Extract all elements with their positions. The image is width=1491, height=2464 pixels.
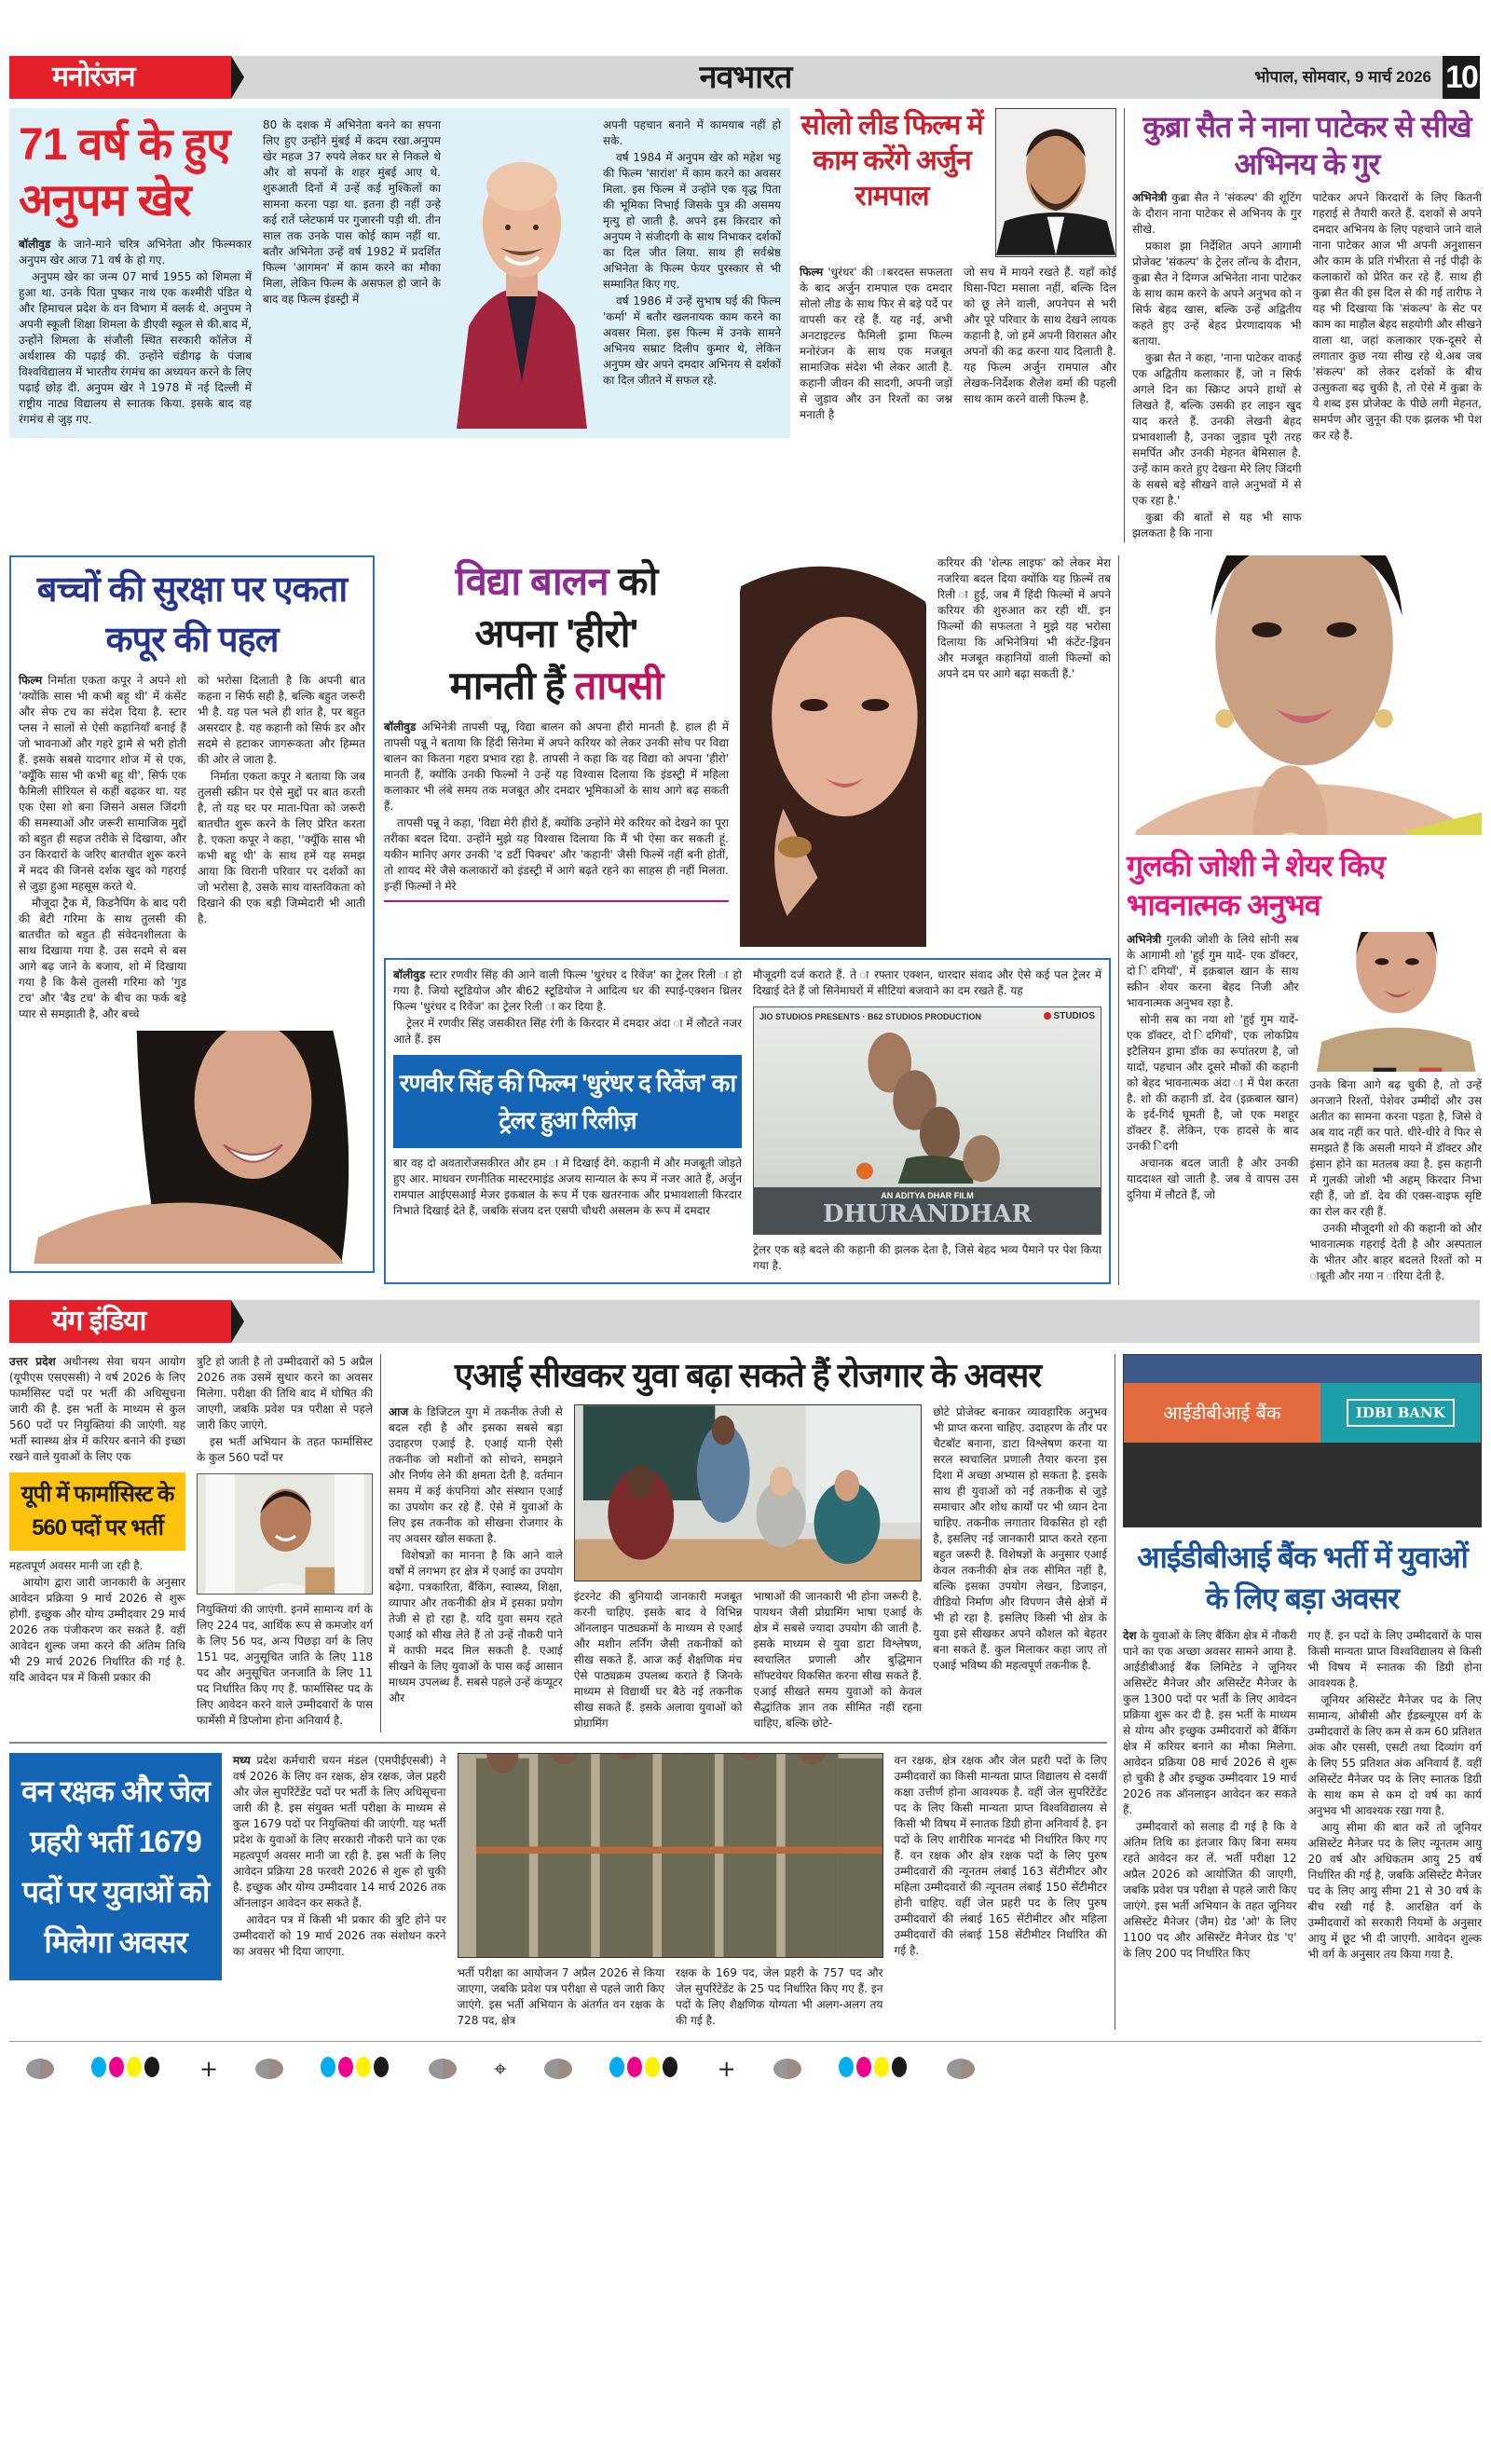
arjun-col1: फिल्म 'धुरंधर' की ाबरदस्त सफलता के बाद अर्जुन रामपाल एक दमदार सोलो लीड के साथ फिर से बड़े पर्दे पर वापसी कर रहे हैं. यह नई, अभी अनटाइटल्ड फैमिली ड्रामा फिल्म मनोरंजन के साथ एक मजबूत सामाजिक संदेश भी लेकर आती है. कहानी जीवन की सादगी, अपनी जड़ों से जुड़ाव और उन रिश्तों का जश्न मनाती है [800, 266, 952, 421]
vanrakshak-headline: वन रक्षक और जेल प्रहरी भर्ती 1679 पदों पर युवाओं को मिलेगा अवसर [9, 1753, 222, 1980]
crosshair-icon: + [199, 2056, 219, 2082]
row-3 [9, 1354, 1482, 2030]
row-1 [9, 108, 1482, 542]
gulki-story [1127, 846, 1482, 1285]
idbi-building-top [1124, 1355, 1481, 1383]
poster-title-strip [754, 1187, 1101, 1234]
dhurandhar-col1b: बार वह दो अवतारोंजसकीरत और हम ा में दिखाई देंगे. कहानी में और मजबूती जोड़ते हुए आर. माधवन रणनीतिक मास्टरमाइंड अजय सान्याल के रूप में नजर आते हैं, अर्जुन रामपाल आईएसआई मेजर इकबाल के रूप में एक खतरनाक और प्रभावशाली किरदार निभाते दिखाई देते हैं, जबकि संजय दत्त एसपी चौधरी असलम के रूप में दमदार [393, 1157, 742, 1217]
column-divider [1124, 108, 1125, 542]
cmyk-dots [91, 2057, 162, 2081]
masthead: नवभारत [699, 60, 792, 95]
page-bottom-rule [9, 2041, 1482, 2042]
kubbra-story [1132, 108, 1482, 542]
dateline: भोपाल, सोमवार, 9 मार्च 2026 [1254, 68, 1431, 86]
anupam-left [19, 117, 252, 429]
young-india-header [9, 1300, 1480, 1343]
crosshair-icon: + [717, 2056, 736, 2082]
dhurandhar-col2a: मौजूदगी दर्ज कराते हैं. ते ा रफ्तार एक्शन, धारदार संवाद और ऐसे कई पल ट्रेलर में दिखाई देते हैं जो सिनेमाघरों में सीटियां बजवाने का दम रखते हैं. यह [753, 968, 1101, 997]
gulki-joshi-photo [1310, 932, 1483, 1072]
ai-col4: छोटे प्रोजेक्ट बनाकर व्यावहारिक अनुभव भी प्राप्त करना चाहिए. उदाहरण के तौर पर चैटबॉट बनाना, डाटा विश्लेषण करना या सरल स्वचालित प्रणाली तैयार करना इस दिशा में अच्छा अभ्यास हो सकता है. इसके साथ ही युवाओं को नई तकनीक से जुड़े समाचार और शोध कार्यों पर भी ध्यान देना चाहिए. तकनीक लगातार विकसित हो रही है, इसलिए नई जानकारी प्राप्त करते रहना बहुत जरूरी है. विशेषज्ञों के अनुसार एआई केवल तकनीकी क्षेत्र तक सीमित नहीं है, बल्कि इसका उपयोग लेखन, डिजाइन, वीडियो निर्माण और विपणन जैसे क्षेत्रों में भी हो रहा है. इसलिए किसी भी क्षेत्र के युवा इसे सीखकर अपने कौशल को बेहतर बना सकते हैं. कुल मिलाकर कहा जाए तो एआई भविष्य की महत्वपूर्ण तकनीक है. [933, 1405, 1107, 1672]
dhurandhar-headline: रणवीर सिंह की फिल्म 'धुरंधर द रिवेंज' का ट्रेलर हुआ रिलीज़ [393, 1055, 742, 1148]
middle-stack [384, 555, 1111, 1284]
vanrakshak-story [9, 1753, 1107, 2030]
dhurandhar-story [384, 958, 1111, 1284]
poster-title: DHURANDHAR [822, 1200, 1033, 1228]
ai-col1: आज के डिजिटल युग में तकनीक तेजी से बदल रही है और इसका सबसे बड़ा उदाहरण एआई है. एआई यानी ऐसी तकनीक जो मशीनों को सोचने, समझने और निर्णय लेने की क्षमता देती है. वर्तमान समय में कई कंपनियां और संस्थान एआई का उपयोग कर रहे हैं. ऐसे में युवाओं के लिए इस तकनीक को सीखना रोजगार के नए अवसर खोल सकता है. विशेषज्ञों का मानना है कि आने वाले वर्षों में लगभग हर क्षेत्र में एआई का उपयोग बढ़ेगा. पत्रकारिता, बैंकिंग, स्वास्थ्य, शिक्षा, व्यापार और तकनीकी क्षेत्र में इसका प्रयोग तेजी से हो रहा है. यदि युवा समय रहते एआई को सीख लेते हैं तो उन्हें नौकरी पाने में काफी मदद मिल सकती है. एआई सीखने के लिए युवाओं के पास कई आसान माध्यम उपलब्ध हैं. सबसे पहले उन्हें कंप्यूटर और [389, 1405, 563, 1704]
idbi-sign-english: IDBI BANK [1347, 1399, 1455, 1427]
pharmacist-headline: यूपी में फार्मासिस्ट के 560 पदों पर भर्ती [9, 1472, 185, 1551]
anupam-headline-line2: अनुपम खेर [19, 176, 191, 226]
anupam-headline [19, 117, 252, 229]
section-tag-young-india: यंग इंडिया [9, 1300, 231, 1343]
dhurandhar-right [753, 967, 1101, 1275]
idbi-bank-photo [1123, 1354, 1482, 1527]
arjun-story [800, 108, 1116, 424]
registration-oval [26, 2059, 54, 2079]
ai-col2: इंटरनेट की बुनियादी जानकारी मजबूत करनी चाहिए. इसके बाद वे विभिन्न ऑनलाइन पाठ्यक्रमों के माध्यम से एआई और मशीन लर्निंग जैसी तकनीकों को सीख सकते हैं. आज कई शैक्षणिक मंच ऐसे पाठ्यक्रम उपलब्ध कराते हैं जिनके माध्यम से विद्यार्थी घर बैठे नई तकनीक सीख सकते हैं. इसके अलावा युवाओं को प्रोग्रामिंग [573, 1590, 743, 1730]
page-number: 10 [1443, 56, 1480, 99]
idbi-signboard [1124, 1383, 1481, 1443]
section-tag-manoranjan: मनोरंजन [9, 56, 231, 99]
gulki-right [1310, 932, 1483, 1285]
anupam-story [9, 108, 790, 438]
column-divider [1118, 555, 1119, 1285]
tapsee-col1: बॉलीवुड अभिनेत्री तापसी पन्नू, विद्या बालन को अपना हीरो मानती है. हाल ही में तापसी पन्नू ने बताया कि हिंदी सिनेमा में अपने करियर को लेकर उनकी सोच पर विद्या बालन का कितना गहरा प्रभाव रहा है. तापसी ने कहा कि वह विद्या को अपना 'हीरो' मानती हैं, क्योंकि उनकी फिल्मों ने उन्हें यह विश्वास दिलाया कि इंडस्ट्री में महिला कलाकार भी लंबे समय तक मजबूत और दमदार भूमिकाओं के साथ आगे बढ़ सकती हैं. तापसी पन्नू ने कहा, 'विद्या मेरी हीरो हैं, क्योंकि उन्होंने मेरे करियर को देखने का पूरा तरीका बदल दिया. उन्होंने मुझे यह विश्वास दिलाया कि मैं भी ऐसा कर सकती हूं. यकीन मानिए अगर उनकी 'द डर्टी पिक्चर' और 'कहानी' जैसी फिल्में नहीं बनी होतीं, तो शायद मेरे जैसे कलाकारों को इंडस्ट्री में आगे बढ़ते रहने का साहस ही नहीं मिलता. इन्हीं फिल्मों ने मेरे [384, 720, 729, 893]
tapsee-headline: विद्या बालन को अपना 'हीरो' मानती हैं तापसी [449, 559, 663, 707]
right-stack [1127, 555, 1482, 1285]
dhurandhar-left [393, 967, 742, 1220]
arjun-col2: जो सच में मायने रखते हैं. यहाँ कोई घिसा-पिटा मसाला नहीं, बल्कि दिल को छू लेने वाली, अपनेपन से भरी और पूरे परिवार के साथ देखने लायक कहानी है, जो हमें अपनी विरासत और अपनों की कद्र करना याद दिलाती है. यह फिल्म अर्जुन रामपाल और लेखक-निर्देशक शैलेश वर्मा की पहली साथ काम करने वाली फिल्म है. [964, 266, 1116, 405]
arjun-headline: सोलो लीड फिल्म में काम करेंगे अर्जुन रामपाल [800, 110, 983, 212]
anupam-col3: अपनी पहचान बनाने में कामयाब नहीं हो सके. वर्ष 1984 में अनुपम खेर को महेश भट्ट की फिल्म 'सारांश' में काम करने का अवसर मिला. इस फिल्म में उन्होंने एक वृद्ध पिता की भूमिका निभाई जिसके पुत्र की असमय मृत्यु हो जाती है. अपने इस किरदार को अनुपम ने संजीदगी के साथ निभाकर दर्शकों का दिल जीत लिया. साथ ही सर्वश्रेष्ठ अभिनेता के फिल्म फेयर पुरस्कार से भी सम्मानित किए गए. वर्ष 1986 में उन्हें सुभाष घई की फिल्म 'कर्मा' में बतौर खलनायक काम करने का अवसर मिला. इस फिल्म में उनके सामने अभिनय सम्राट दिलीप कुमार थे, लेकिन अनुपम खेर अपने दमदार अभिनय से दर्शकों का दिल जीतने में सफल रहे. [603, 118, 781, 387]
pharmacist-col2b: नियुक्तियां की जाएंगी. इनमें सामान्य वर्ग के लिए 224 पद, आर्थिक रूप से कमजोर वर्ग के लिए 56 पद, अन्य पिछड़ा वर्ग के लिए 151 पद, अनुसूचित जाति के लिए 118 पद और अनुसूचित जनजाति के लिए 11 पद निर्धारित किए गए हैं. फार्मासिस्ट पद के लिए आवेदन करने वाले उम्मीदवारों के पास फार्मेसी में डिप्लोमा होना अनिवार्य है. [197, 1603, 373, 1727]
vanrakshak-col3: रक्षक के 169 पद, जेल प्रहरी के 757 पद और जेल सुपरिंटेंडेंट के 25 पद निर्धारित किए गए हैं. इन पदों के लिए शैक्षणिक योग्यता भी अलग-अलग तय की गई है. [676, 1966, 883, 2027]
tapsee-story [384, 555, 1111, 947]
cmyk-dots [609, 2057, 680, 2081]
poster-top-strip [754, 1007, 1101, 1025]
vanrakshak-col2: भर्ती परीक्षा का आयोजन 7 अप्रैल 2026 से किया जाएगा, जबकि प्रवेश पत्र परीक्षा से पहले जारी किए जाएंगे. इस भर्ती अभियान के अंतर्गत वन रक्षक के 728 पद, क्षेत्र [457, 1966, 664, 2027]
ai-middle [574, 1404, 923, 1732]
ekta-story [9, 555, 375, 1273]
kubbra-col2: पाटेकर अपने किरदारों के लिए कितनी गहराई से तैयारी करते हैं. दशकों से अपने दमदार अभिनय के लिए पहचाने जाने वाले नाना पाटेकर आज भी अपनी अनुशासन और काम के प्रति गंभीरता से नई पीढ़ी के कलाकारों को प्रेरित कर रहे हैं. साथ ही कुब्रा सैत की इस दिल से की गई तारीफ ने यह भी दिखाया कि 'संकल्प' के सेट पर काम का माहौल बेहद सहयोगी और सीखने वाला था, जहां कलाकार एक-दूसरे से लगातार कुछ नया सीख रहे थे.अब जब 'संकल्प' को लेकर दर्शकों के बीच उत्सुकता बढ़ चुकी है, तो ऐसे में कुब्रा के ये शब्द इस प्रोजेक्ट के पीछे लगी मेहनत, समर्पण और जुनून की एक झलक भी पेश कर रहे हैं. [1312, 191, 1483, 442]
kubbra-headline: कुब्रा सैत ने नाना पाटेकर से सीखे अभिनय के गुर [1142, 110, 1471, 181]
ai-story [389, 1354, 1107, 1732]
anupam-col1: बॉलीवुड के जाने-माने चरित्र अभिनेता और फिल्मकार अनुपम खेर आज 71 वर्ष के हो गए. अनुपम खेर का जन्म 07 मार्च 1955 को शिमला में हुआ था. उनके पिता पुष्कर नाथ एक कश्मीरी पंडित थे और हिमाचल प्रदेश के वन विभाग में क्लर्क थे. अनुपम ने अपनी स्कूली शिक्षा शिमला के डीएवी स्कूल से की.बाद में, उन्होंने शिमला के संजौली स्थित सरकारी कॉलेज में अर्थशास्त्र की पढ़ाई की. उन्होंने चंडीगढ़ के पंजाब विश्वविद्यालय में भारतीय रंगमंच का अध्ययन करने के लिए पढ़ाई छोड़ दी. अनुपम खेर ने 1978 में नई दिल्ली में राष्ट्रीय नाट्य विद्यालय से स्नातक किया. इसके बाद वह रंगमंच से जुड़ गए. [19, 238, 252, 426]
column-divider [380, 1354, 381, 1732]
section-divider [9, 1742, 1107, 1744]
idbi-col1: देश के युवाओं के लिए बैंकिंग क्षेत्र में नौकरी पाने का एक अच्छा अवसर सामने आया है. आईडीबीआई बैंक लिमिटेड ने जूनियर असिस्टेंट मैनेजर और असिस्टेंट मैनेजर के कुल 1300 पदों पर भर्ती के लिए आवेदन प्रक्रिया शुरू कर दी है. इस भर्ती के माध्यम से योग्य और इच्छुक उम्मीदवारों को बैंकिंग क्षेत्र में करियर बनाने का मौका मिलेगा. आवेदन प्रक्रिया 08 मार्च 2026 से शुरू हो चुकी है और इच्छुक उम्मीदवार 19 मार्च 2026 तक ऑनलाइन आवेदन कर सकते हैं. उम्मीदवारों को सलाह दी गई है कि वे अंतिम तिथि का इंतजार किए बिना समय रहते आवेदन कर लें. भर्ती परीक्षा 12 अप्रैल 2026 को आयोजित की जाएगी, जबकि प्रवेश पत्र परीक्षा से पहले जारी किए जाएंगे. इस भर्ती अभियान के तहत जूनियर असिस्टेंट मैनेजर (जैम) ग्रेड 'ओ' के लिए 1100 पद और असिस्टेंट मैनेजर ग्रेड 'ए' के लिए 200 पद निर्धारित किए [1123, 1629, 1297, 1960]
pharmacist-photo [197, 1473, 373, 1595]
idbi-sign-hindi: आईडीबीआई बैंक [1124, 1383, 1320, 1443]
kubbra-col1: अभिनेत्री कुब्रा सैत ने 'संकल्प' की शूटिंग के दौरान नाना पाटेकर से अभिनय के गुर सीखे. प्रकाश झा निर्देशित अपने आगामी प्रोजेक्ट 'संकल्प' के ट्रेलर लॉन्च के दौरान, कुब्रा सैत ने दिग्गज अभिनेता नाना पाटेकर के साथ काम करने के अपने अनुभव को न सिर्फ बेहद खास, बल्कि उन्हें अद्वितीय कहते हुए उन्हें बेहद प्रेरणादायक भी बताया. कुब्रा सैत ने कहा, 'नाना पाटेकर वाकई एक अद्वितीय कलाकार हैं, जो न सिर्फ अगले दिन का स्क्रिप्ट अपने हाथों से लिखते हैं, बल्कि उसकी हर लाइन खुद याद करते हैं. उनकी लेखनी बेहद प्रभावशाली है, उनका जुड़ाव पूरी तरह समर्पित और उनकी मेहनत बेमिसाल है. उन्हें काम करते हुए देखना मेरे लिए जिंदगी के सबसे बड़े सीखने वाले अनुभवों में से एक रहा है.' कुब्रा की बातों से यह भी साफ झलकता है कि नाना [1132, 191, 1302, 540]
pharmacist-col2a: त्रुटि हो जाती है तो उम्मीदवारों को 5 अप्रैल 2026 तक उसमें सुधार करने का अवसर मिलेगा. परीक्षा की तिथि बाद में घोषित की जाएगी, जबकि प्रवेश पत्र परीक्षा से पहले जारी किए जाएंगे. इस भर्ती अभियान के तहत फार्मासिस्ट के कुल 560 पदों पर [197, 1355, 373, 1464]
tapsee-col2: करियर की 'शेल्फ लाइफ' को लेकर मेरा नजरिया बदल दिया क्योंकि यह फ़िल्में तब रिली ा हुईं, जब मैं हिंदी फिल्मों में अपने करियर की शुरुआत कर रही थीं. इन फिल्मों की सफलता ने मुझे यह भरोसा दिलाया कि अभिनेत्रियां भी कंटेंट-ड्रिवन और मजबूत कहानियों वाली फिल्मों को अपने दम पर आगे बढ़ा सकती हैं.' [937, 556, 1111, 680]
registration-oval [429, 2059, 457, 2079]
gulki-headline: गुलकी जोशी ने शेयर किए भावनात्मक अनुभव [1127, 849, 1385, 922]
registration-oval [255, 2059, 283, 2079]
poster-credit: AN ADITYA DHAR FILM [881, 1191, 974, 1200]
page-header [9, 56, 1480, 99]
jio-logo-icon [1044, 1012, 1051, 1020]
anupam-col2: 80 के दशक में अभिनेता बनने का सपना लिए हुए उन्होंने मुंबई में कदम रखा.अनुपम खेर महज 37 रुपये लेकर घर से निकले थे और वो सपनों के शहर मुंबई आए थे. शुरुआती दिनों में उन्हें कई मुश्किलों का सामना करना पड़ा था. इतना ही नहीं उन्हे कई रातें प्लेटफार्म पर गुजारनी पड़ी थी. तीन साल तक उनके पास कोई काम नहीं था. बतौर अभिनेता उन्हें वर्ष 1982 में प्रदर्शित फिल्म 'आगमन' में काम करने का मौका मिला, लेकिन फिल्म के असफल हो जाने के बाद वह फिल्म इंडस्ट्री में [263, 118, 441, 306]
ai-col3: भाषाओं की जानकारी भी होना जरूरी है. पायथन जैसी प्रोग्रामिंग भाषा एआई के क्षेत्र में सबसे ज्यादा उपयोग की जाती है. इसके माध्यम से युवा डाटा विश्लेषण, स्वचालित प्रणाली और बुद्धिमान सॉफ्टवेयर विकसित करना सीख सकते हैं. एआई सीखते समय युवाओं को केवल सैद्धांतिक ज्ञान तक सीमित नहीं रहना चाहिए, बल्कि छोटे- [753, 1590, 923, 1730]
poster-artwork [754, 1025, 1101, 1184]
row-3-left [9, 1354, 1107, 2030]
poster-presents: JIO STUDIOS PRESENTS · B62 STUDIOS PRODUCTION [759, 1011, 982, 1021]
pharmacist-right [197, 1354, 373, 1730]
tapsee-left [384, 555, 729, 902]
vanrakshak-middle [458, 1753, 883, 2030]
registration-oval [947, 2059, 975, 2079]
anupam-kher-photo [452, 149, 592, 429]
arjun-rampal-photo [995, 108, 1116, 257]
registration-oval [544, 2059, 572, 2079]
gulki-col1: अभिनेत्री गुलकी जोशी के लिये सोनी सब के आगामी शो 'हुई गुम यादें- एक डॉक्टर, दो िंदगियाँ', में इक़बाल खान के साथ स्क्रीन शेयर करना बेहद निजी और भावनात्मक अनुभव रहा है. सोनी सब का नया शो 'हुई गुम यादें- एक डॉक्टर, दो िंदगियाँ', एक लोकप्रिय इटैलियन ड्रामा डॉक का रूपांतरण है, जो यादों, पहचान और दूसरे मौकों की कहानी को बेहद भावनात्मक अंदा ा में पेश करता है. शो की कहानी डॉ. देव (इक़बाल खान) के इर्द-गिर्द घूमती है, जो एक मशहूर डॉक्टर हैं. लेकिन, एक हादसे के बाद उनकी िंदगी अचानक बदल जाती है और उनकी याददाश्त खो जाती है. जब वे वापस उस दुनिया में लौटते हैं, जो [1127, 933, 1299, 1201]
pharmacist-col1b: महत्वपूर्ण अवसर मानी जा रही है. आयोग द्वारा जारी जानकारी के अनुसार आवेदन प्रक्रिया 9 मार्च 2026 से शुरू होगी. इच्छुक और योग्य उम्मीदवार 29 मार्च 2026 तक पंजीकरण कर सकते हैं. वहीं आवेदन शुल्क जमा करने की अंतिम तिथि भी 29 मार्च 2026 निर्धारित की गई है. यदि आवेदन पत्र में किसी प्रकार की [9, 1559, 185, 1684]
poster-studio-logo: STUDIOS [1044, 1011, 1095, 1021]
idbi-story [1123, 1354, 1482, 1964]
anupam-headline-line1: 71 वर्ष के हुए [19, 120, 230, 170]
ekta-headline: बच्चों की सुरक्षा पर एकता कपूर की पहल [36, 570, 348, 660]
ekta-kapoor-photo [19, 1031, 365, 1264]
kubbra-sait-photo [1127, 555, 1482, 835]
dhurandhar-poster [753, 1006, 1101, 1235]
tapsee-pannu-photo [740, 555, 926, 947]
pharmacist-story [9, 1354, 373, 1730]
idbi-storefront [1124, 1443, 1481, 1526]
dhurandhar-col1a: बॉलीवुड स्टार रणवीर सिंह की आने वाली फिल्म 'धुरंधर द रिवेंज' का ट्रेलर रिली ा हो गया है. जियो स्टूडियोज और बी62 स्टूडियोज ने आदित्य धर की स्पाई-एक्शन थ्रिलर फिल्म 'धुरंधर द रिवेंज' का ट्रेलर रिली ा कर दिया है. ट्रेलर में रणवीर सिंह जसकीरत सिंह रंगी के किरदार में दमदार अंदा ा में लौटते नजर आते हैं. इस [393, 968, 742, 1046]
cmyk-dots [839, 2057, 910, 2081]
row-2 [9, 555, 1482, 1285]
ai-classroom-photo [574, 1404, 923, 1581]
idbi-sign-english-panel [1320, 1383, 1481, 1443]
dhurandhar-col2b: ट्रेलर एक बड़े बदले की कहानी की झलक देता है, जिसे बेहद भव्य पैमाने पर पेश किया गया है. [753, 1243, 1101, 1272]
registration-oval [773, 2059, 801, 2079]
target-icon: ⌖ [494, 2056, 507, 2082]
gulki-col3: उनके बिना आगे बढ़ चुकी है, तो उन्हें अनजाने रिश्तों, पेशेवर उम्मीदों और उस अतीत का सामना करना पड़ता है, जिसे वे अब याद नहीं कर पाते. धीरे-धीरे वे फिर से समझते हैं कि असली मायने में डॉक्टर और इंसान होने का मतलब क्या है. इस कहानी में गुलकी जोशी भी अहम् किरदार निभा रही हैं, जो डॉ. देव की एक्स-वाइफ सृष्टि का रोल कर रही हैं. उनकी मौजूदगी शो की कहानी को और भावनात्मक गहराई देती है और अस्पताल के भीतर और बाहर बदलते रिश्तों को म ाबूती और नया न ारिया देती है. [1309, 1078, 1482, 1282]
ai-headline: एआई सीखकर युवा बढ़ा सकते हैं रोजगार के अवसर [454, 1356, 1042, 1394]
vanrakshak-col4: वन रक्षक, क्षेत्र रक्षक और जेल प्रहरी पदों के लिए उम्मीदवारों का किसी मान्यता प्राप्त विद्यालय से दसवीं कक्षा उत्तीर्ण होना आवश्यक है. वहीं जेल सुपरिंटेंडेंट पद के लिए किसी मान्यता प्राप्त विश्वविद्यालय से किसी भी विषय में स्नातक डिग्री होना अनिवार्य है. इन पदों के लिए शारीरिक मानदंड भी निर्धारित किए गए हैं. वन रक्षक और क्षेत्र रक्षक पदों के लिए पुरुष उम्मीदवारों की न्यूनतम लंबाई 163 सेंटीमीटर और महिला उम्मीदवारों की न्यूनतम लंबाई 150 सेंटीमीटर होनी चाहिए. वहीं जेल प्रहरी पद के लिए पुरुष उम्मीदवारों की लंबाई 165 सेंटीमीटर और महिला उम्मीदवारों की लंबाई 158 सेंटीमीटर निर्धारित की गई है. [894, 1754, 1107, 1957]
cmyk-dots [321, 2057, 391, 2081]
pharmacist-left [9, 1354, 185, 1687]
pharmacist-col1a: उत्तर प्रदेश अधीनस्थ सेवा चयन आयोग (यूपीएस एसएससी) ने वर्ष 2026 के लिए फार्मासिस्ट पदों पर भर्ती की अधिसूचना जारी की है. इस भर्ती के माध्यम से कुल 560 पदों पर नियुक्तियां की जाएंगी. यह भर्ती स्वास्थ्य क्षेत्र में करियर बनाने की इच्छा रखने वाले युवाओं के लिए एक [9, 1355, 185, 1463]
idbi-headline: आईडीबीआई बैंक भर्ती में युवाओं के लिए बड़ा अवसर [1137, 1540, 1468, 1615]
forest-guards-photo [458, 1753, 883, 1958]
registration-marks [9, 2055, 1482, 2083]
idbi-col2: गए हैं. इन पदों के लिए उम्मीदवारों के पास किसी मान्यता प्राप्त विश्वविद्यालय से किसी भी विषय में स्नातक की डिग्री होना आवश्यक है. जूनियर असिस्टेंट मैनेजर पद के लिए सामान्य, ओबीसी और ईडब्ल्यूएस वर्ग के उम्मीदवारों के लिए कम से कम 60 प्रतिशत अंक और एससी, एसटी तथा दिव्यांग वर्ग के लिए 55 प्रतिशत अंक अनिवार्य हैं. वहीं असिस्टेंट मैनेजर पद के लिए स्नातक डिग्री के साथ कम से कम दो वर्ष का कार्य अनुभव भी आवश्यक रखा गया है. आयु सीमा की बात करें तो जूनियर असिस्टेंट मैनेजर पद के लिए न्यूनतम आयु 20 वर्ष और अधिकतम आयु 25 वर्ष निर्धारित की गई है, जबकि असिस्टेंट मैनेजर पद के लिए आयु सीमा 21 से 30 वर्ष के बीच रखी गई है. आरक्षित वर्ग के उम्मीदवारों को सरकारी नियमों के अनुसार आयु में छूट भी दी जाएगी. आवेदन शुल्क भी वर्ग के अनुसार तय किया गया है. [1307, 1629, 1482, 1961]
ekta-col1: फिल्म निर्माता एकता कपूर ने अपने शो 'क्योंकि सास भी कभी बहू थी' में कंसेंट और सेफ टच का संदेश दिया है. स्टार प्लस ने सालों से ऐसी कहानियाँ बनाई हैं जो भावनाओं और गहरे ड्रामे से भरी होती हैं. इसके सबसे यादगार शोज में से एक, 'क्यूँकि सास भी कभी बहू थी', सिर्फ एक फैमिली सीरियल से कहीं बढ़कर था. यह एक ऐसा शो बना जिसने असल जिंदगी की समस्याओं और जरूरी सामाजिक मुद्दों को बहुत ही सहज तरीके से दिखाया, और उन किरदारों के जरिए बातचीत शुरू करने में मदद की जिनसे दर्शक खुद को गहराई से जुड़ा हुआ महसूस करते थे. मौजूदा ट्रैक में, किडनैपिंग के बाद परी की बेटी गरिमा के साथ तुलसी की बातचीत को बहुत ही संवेदनशीलता के साथ दिखाया गया है. उस सदमे से बस आगे बढ़ जाने के बजाय, शो में दिखाया गया है कि कैसे तुलसी गरिमा को 'गुड टच' और 'बैड टच' के बीच का फर्क बड़े प्यार से समझाती है, और बच्चे [19, 674, 186, 1020]
vanrakshak-col1: मध्य प्रदेश कर्मचारी चयन मंडल (एमपीईएसबी) ने वर्ष 2026 के लिए वन रक्षक, क्षेत्र रक्षक, जेल प्रहरी और जेल सुपरिंटेंडेंट पदों पर भर्ती के लिए अधिसूचना जारी की है. इस संयुक्त भर्ती परीक्षा के माध्यम से कुल 1679 पदों पर नियुक्तियां की जाएंगी. यह भर्ती प्रदेश के युवाओं के लिए सरकारी नौकरी पाने का एक महत्वपूर्ण अवसर मानी जा रही है. इस भर्ती के लिए आवेदन प्रक्रिया 28 फरवरी 2026 से शुरू हो चुकी है. इच्छुक और योग्य उम्मीदवार 14 मार्च 2026 तक ऑनलाइन आवेदन कर सकते हैं. आवेदन पत्र में किसी भी प्रकार की त्रुटि होने पर उम्मीदवारों को 19 मार्च 2026 तक संशोधन करने का अवसर भी दिया जाएगा. [233, 1754, 446, 1958]
tapsee-bottom-rule [384, 900, 729, 902]
ekta-col2: को भरोसा दिलाती है कि अपनी बात कहना न सिर्फ सही है, बल्कि बहुत जरूरी भी है. यह पल भले ही शांत है, पर बहुत असरदार है. यह कहानी को सिर्फ डर और सदमे से हटाकर जागरूकता और हिम्मत की ओर ले जाता है. निर्माता एकता कपूर ने बताया कि जब तुलसी स्क्रीन पर ऐसे मुद्दों पर बात करती है, तो यह घर पर माता-पिता को जरूरी बातचीत शुरू करने के लिए प्रेरित करता है. एकता कपूर ने कहा, ''क्यूँकि सास भी कभी बहू थी' के साथ हमें यह समझ आया कि विरानी परिवार पर दर्शकों का जो भरोसा है, उसके साथ वास्तविकता को दिखाने की एक बड़ी जिम्मेदारी भी आती है. [198, 674, 365, 925]
